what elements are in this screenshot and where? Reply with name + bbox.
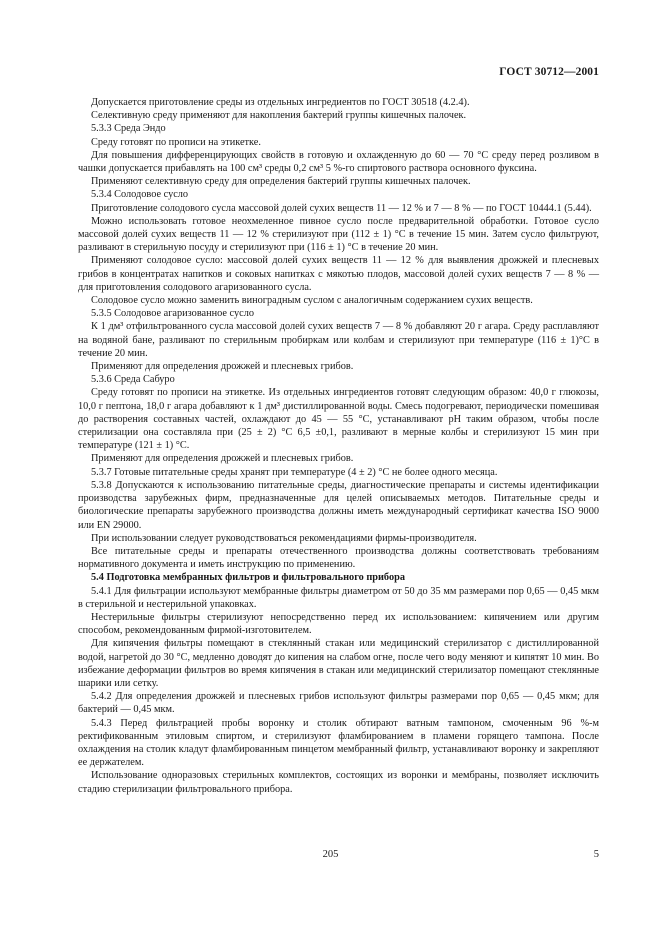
paragraph: Применяют солодовое сусло: массовой долей сухих веществ 11 — 12 % для выявления дрожжей и плесневых грибов в концентратах напитков и соковых напитках с мякотью плодов, массовой долей сухих веществ 7 — 8 % — для приготовления солодового агаризованного сусла. — [78, 255, 599, 293]
paragraph: Применяют для определения дрожжей и плесневых грибов. — [91, 453, 354, 465]
paragraph: К 1 дм³ отфильтрованного сусла массовой долей сухих веществ 7 — 8 % добавляют 20 г агара. Среду расплавляют на водяной бане, разливают по стерильным пробиркам или колбам и стерилизуют при температуре (116 ± 1)°С в течение 20 мин. — [78, 321, 599, 359]
paragraph: 5.3.7 Готовые питательные среды хранят при температуре (4 ± 2) °С не более одного месяца. — [91, 466, 498, 478]
section-heading-bold: 5.4 Подготовка мембранных фильтров и фильтровального прибора — [91, 572, 405, 584]
paragraph: Солодовое сусло можно заменить виноградным суслом с аналогичным содержанием сухих веществ. — [91, 295, 533, 307]
paragraph: Можно использовать готовое неохмеленное пивное сусло после предварительной обработки. Готовое сусло массовой долей сухих веществ 11 — 12 % стерилизуют при (112 ± 1) °С в течение 15 мин. Затем сусло фильтруют, разливают в стерильную посуду и стерилизуют при (116 ± 1) °С в течение 20 мин. — [78, 215, 599, 254]
page-number: 205 — [322, 849, 339, 860]
paragraph: Среду готовят по прописи на этикетке. Из отдельных ингредиентов готовят следующим образом: 40,0 г глюкозы, 10,0 г пептона, 18,0 г агара добавляют к 1 дм³ дистиллированной воды. Смесь подогревают, периодически помешивая до растворения составных частей, охлаждают до 45 — 55 °С, устанавливают рН таким образом, чтобы после стерилизации она составляла при (25 ± 2) °С 6,5 ±0,1, разливают в мерные колбы и стерилизуют 15 мин при температуре (121 ± 1) °С. — [78, 387, 599, 452]
section-heading: 5.3.4 Солодовое сусло — [91, 189, 189, 201]
paragraph: При использовании следует руководствоваться рекомендациями фирмы-производителя. — [91, 532, 477, 544]
paragraph: Для повышения дифференцирующих свойств в готовую и охлажденную до 60 — 70 °С среду перед розливом в чашки допускается прибавлять на 100 см³ среды 0,2 см³ 5 %-го спиртового раствора основного фуксина. — [78, 149, 599, 175]
paragraph: Использование одноразовых стерильных комплектов, состоящих из воронки и мембраны, позволяет исключить стадию стерилизации фильтровального прибора. — [78, 770, 599, 795]
section-heading: 5.3.3 Среда Эндо — [91, 123, 166, 135]
paragraph: Среду готовят по прописи на этикетке. — [91, 136, 261, 148]
document-body — [78, 96, 599, 796]
paragraph: Для кипячения фильтры помещают в стеклянный стакан или медицинский стерилизатор с дистиллированной водой, нагретой до 30 °С, медленно доводят до кипения на слабом огне, после чего воду меняют и кипятят 10 мин. Во избежание деформации фильтров во время кипячения в стакан или медицинский стерилизатор помещают стеклянные шарики или сетку. — [78, 638, 599, 689]
paragraph: 5.3.8 Допускаются к использованию питательные среды, диагностические препараты и системы идентификации производства зарубежных фирм, предназначенные для целей описываемых методов. Питательные среды и биологические препараты зарубежного производства должны иметь международный сертификат качества ISO 9000 или EN 29000. — [78, 479, 599, 531]
paragraph: 5.4.3 Перед фильтрацией пробы воронку и столик обтирают ватным тампоном, смоченным 96 %-м ректификованным этиловым спиртом, и стерилизуют фламбированием в пламени горящего тампона. После охлаждения на столик кладут фламбированным пинцетом мембранный фильтр, устанавливают воронку и закрепляют ее держателем. — [78, 717, 599, 769]
paragraph: Все питательные среды и препараты отечественного производства должны соответствовать требованиям нормативного документа и иметь инструкцию по применению. — [78, 545, 599, 571]
section-heading: 5.3.6 Среда Сабуро — [91, 374, 175, 386]
paragraph: Применяют для определения дрожжей и плесневых грибов. — [91, 361, 354, 373]
paragraph: 5.4.2 Для определения дрожжей и плесневых грибов используют фильтры размерами пор 0,65 — 0,45 мкм; для бактерий — 0,45 мкм. — [78, 691, 599, 716]
document-header: ГОСТ 30712—2001 — [499, 66, 599, 78]
paragraph: Допускается приготовление среды из отдельных ингредиентов по ГОСТ 30518 (4.2.4). — [91, 97, 470, 108]
sheet-number: 5 — [593, 849, 599, 860]
section-heading: 5.3.5 Солодовое агаризованное сусло — [91, 308, 254, 320]
paragraph: Приготовление солодового сусла массовой долей сухих веществ 11 — 12 % и 7 — 8 % — по ГОСТ 10444.1 (5.44). — [91, 202, 592, 214]
paragraph: Селективную среду применяют для накопления бактерий группы кишечных палочек. — [91, 110, 467, 122]
paragraph: Применяют селективную среду для определения бактерий группы кишечных палочек. — [91, 176, 471, 188]
paragraph: Нестерильные фильтры стерилизуют непосредственно перед их использованием: кипячением или другим способом, рекомендованным фирмой-изготовителем. — [78, 611, 599, 637]
paragraph: 5.4.1 Для фильтрации используют мембранные фильтры диаметром от 50 до 35 мм размерами пор 0,65 — 0,45 мкм в стерильной и нестерильной упаковках. — [78, 585, 599, 610]
